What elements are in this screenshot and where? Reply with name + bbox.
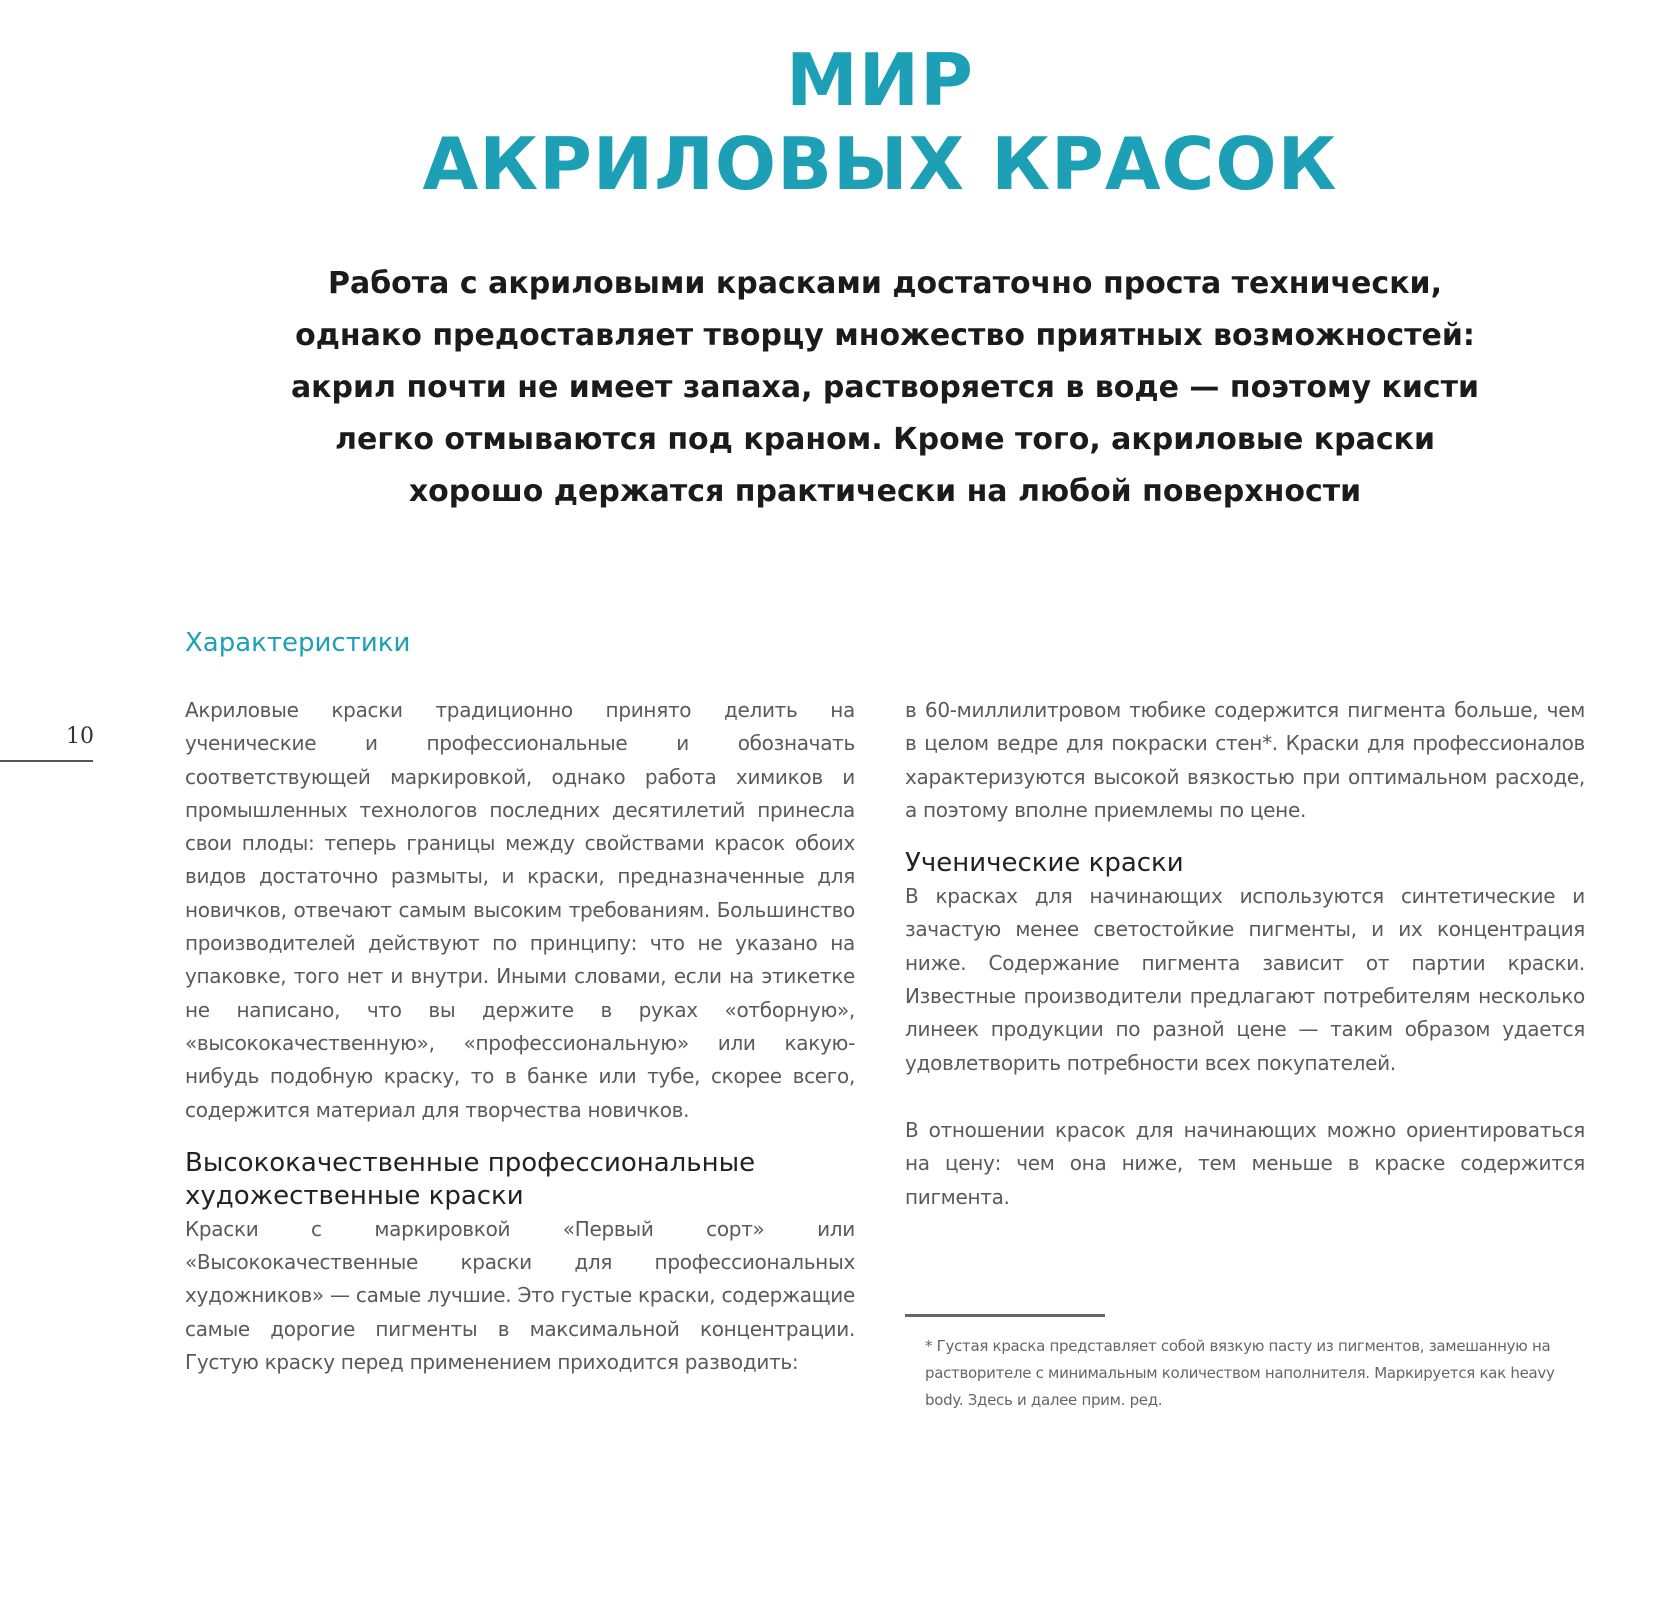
right-paragraph-2: В красках для начинающих используются синтетические и зачастую менее светостойкие пигменты, и их концентрация ниже. Содержание пигмента зависит от партии краски. Известные производители предлагают потребителям несколько линеек продукции по разной цене — таким образом удается удовлетворить потребности всех покупателей. bbox=[905, 884, 1585, 1075]
page-number: 10 bbox=[66, 724, 94, 749]
page-title bbox=[0, 38, 1667, 206]
left-column bbox=[185, 694, 855, 1379]
footnote: * Густая краска представляет собой вязкую пасту из пигментов, замешанную на растворителе с минимальным количеством наполнителя. Маркируется как heavy body. Здесь и далее прим. ред. bbox=[925, 1336, 1555, 1409]
subheading-student-paints: Ученические краски bbox=[905, 848, 1184, 879]
section-heading: Характеристики bbox=[185, 628, 411, 658]
page-number-rule bbox=[0, 760, 93, 762]
page-title-line-1: МИР bbox=[786, 38, 974, 122]
left-paragraph-1: Акриловые краски традиционно принято делить на ученические и профессиональные и обозначать соответствующей маркировкой, однако работа химиков и промышленных технологов последних десятилетий принесла свои плоды: теперь границы между свойствами красок обоих видов достаточно размыты, и краски, предназначенные для новичков, отвечают самым высоким требованиям. Большинство производителей действуют по принципу: что не указано на упаковке, того нет и внутри. Иными словами, если на этикетке не написано, что вы держите в руках «отборную», «высококачественную», «профессиональную» или какую-нибудь подобную краску, то в банке или тубе, скорее всего, содержится материал для творчества новичков. bbox=[185, 698, 855, 1122]
right-paragraph-3: В отношении красок для начинающих можно ориентироваться на цену: чем она ниже, тем меньше в краске содержится пигмента. bbox=[905, 1117, 1585, 1209]
lead-paragraph: Работа с акриловыми красками достаточно проста технически, однако предоставляет творцу множество приятных возможностей: акрил почти не имеет запаха, растворяется в воде — поэтому кисти легко отмываются под краном. Кроме того, акриловые краски хорошо держатся практически на любой поверхности bbox=[290, 266, 1480, 509]
right-column bbox=[905, 694, 1585, 1414]
left-paragraph-2: Краски с маркировкой «Первый сорт» или «Высококачественные краски для профессиональных художников» — самые лучшие. Это густые краски, содержащие самые дорогие пигменты в максимальной концентрации. Густую краску перед применением приходится разводить: bbox=[185, 1216, 855, 1375]
subheading-professional-paints: Высококачественные профессиональные художественные краски bbox=[185, 1147, 756, 1211]
footnote-rule bbox=[905, 1314, 1105, 1317]
page-title-line-2: АКРИЛОВЫХ КРАСОК bbox=[422, 122, 1338, 206]
right-paragraph-1: в 60-миллилитровом тюбике содержится пигмента больше, чем в целом ведре для покраски стен*. Краски для профессионалов характеризуются высокой вязкостью при оптимальном расходе, а поэтому вполне приемлемы по цене. bbox=[905, 698, 1585, 822]
